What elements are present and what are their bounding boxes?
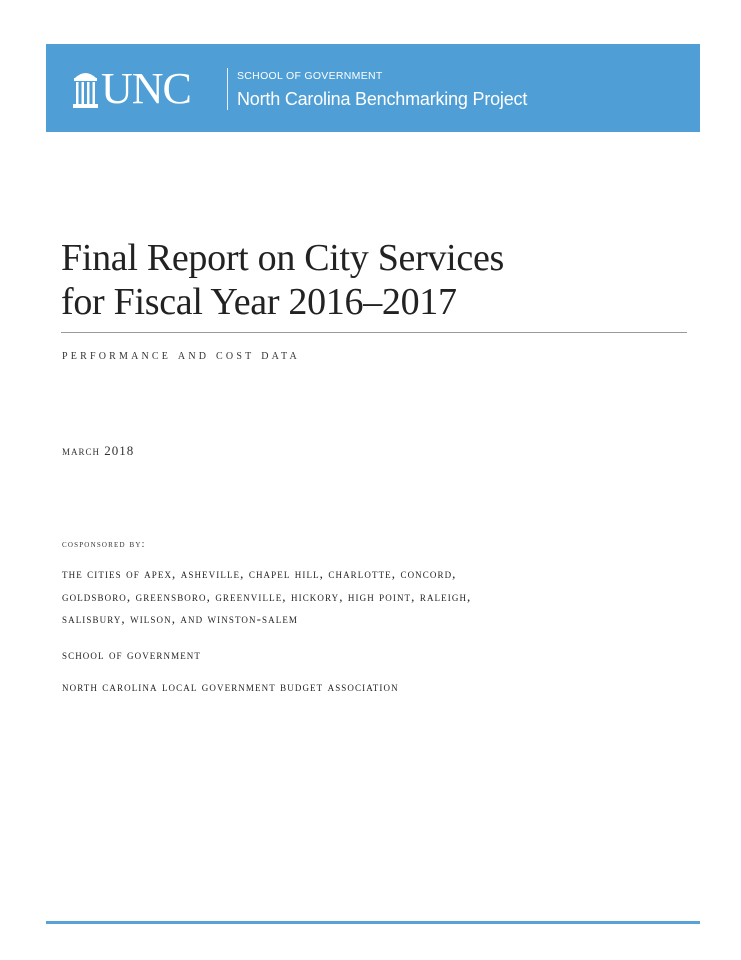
header-banner — [46, 44, 700, 132]
project-name: North Carolina Benchmarking Project — [237, 89, 528, 109]
cities-line-1: the cities of apex, asheville, chapel hill, charlotte, concord, — [62, 566, 457, 581]
title-line-1: Final Report on City Services — [61, 237, 505, 279]
footer-rule — [46, 921, 700, 924]
cosponsor-association: north carolina local government budget association — [62, 679, 399, 694]
title-divider — [61, 332, 687, 333]
title-line-2: for Fiscal Year 2016–2017 — [61, 281, 457, 323]
old-well-icon — [72, 69, 99, 109]
unc-logo — [72, 64, 191, 113]
report-date: march 2018 — [62, 443, 135, 458]
report-title — [61, 236, 504, 324]
cosponsored-label: cosponsored by: — [62, 539, 146, 550]
cosponsor-cities — [62, 563, 662, 631]
logo-divider — [227, 68, 228, 110]
cities-line-2: goldsboro, greensboro, greenville, hickory, high point, raleigh, — [62, 588, 472, 604]
report-subtitle: performance and cost data — [62, 347, 300, 363]
cosponsor-school: school of government — [62, 647, 202, 662]
school-of-government-label: SCHOOL OF GOVERNMENT — [237, 70, 383, 82]
logo-text: UNC — [101, 64, 191, 113]
cities-line-3: salisbury, wilson, and winston-salem — [62, 611, 299, 626]
